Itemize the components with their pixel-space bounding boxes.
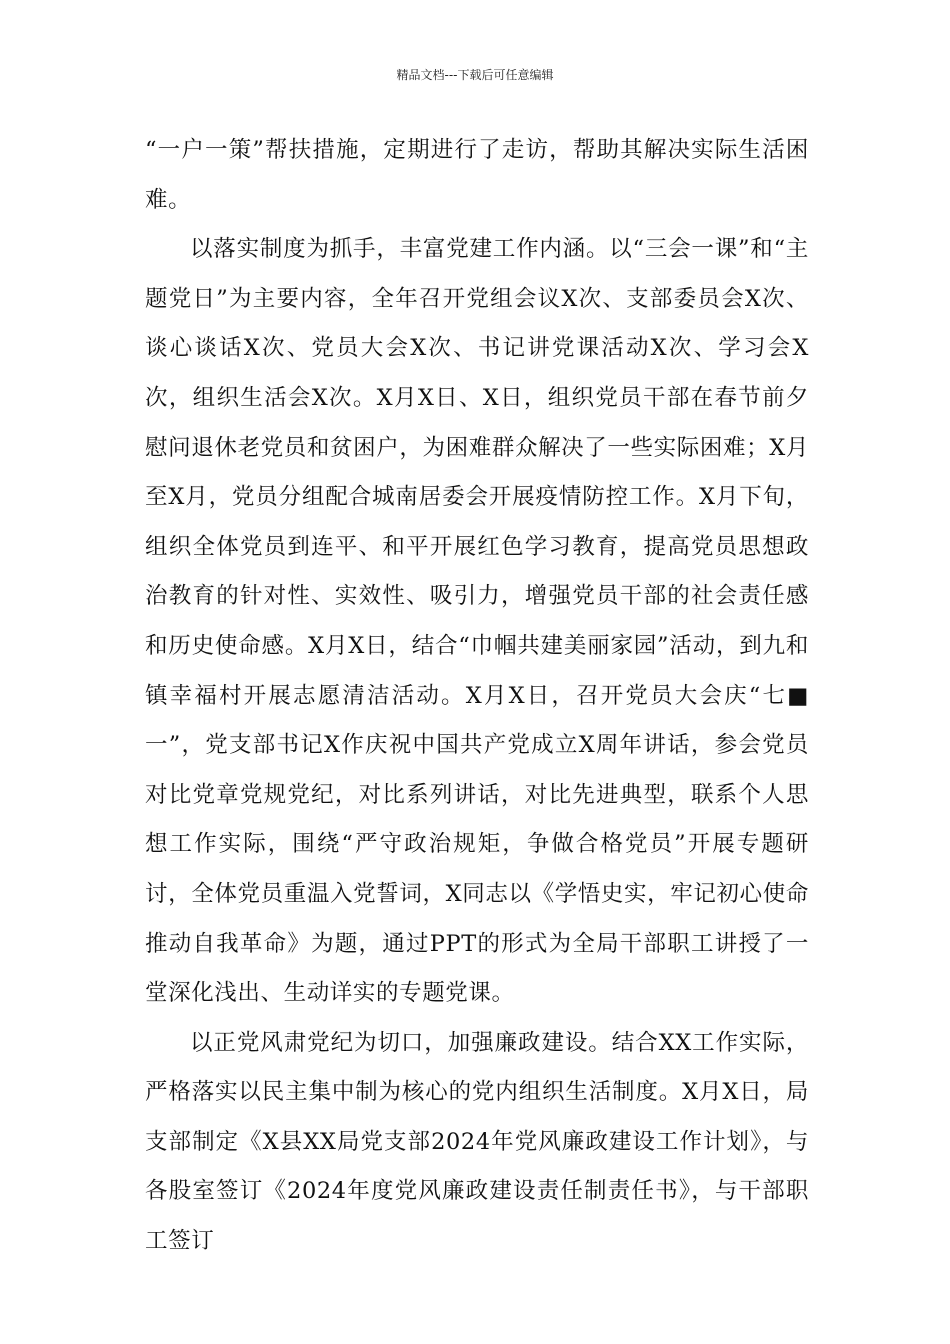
document-body	[145, 126, 809, 1267]
paragraph-3: 以正党风肃党纪为切口，加强廉政建设。结合XX工作实际，严格落实以民主集中制为核心的党内组织生活制度。X月X日，局支部制定《X县XX局党支部2024年党风廉政建设工作计划》，与各股室签订《2024年度党风廉政建设责任制责任书》，与干部职工签订	[145, 1029, 809, 1255]
paragraph-2: 以落实制度为抓手，丰富党建工作内涵。以“三会一课”和“主题党日”为主要内容，全年召开党组会议X次、支部委员会X次、谈心谈话X次、党员大会X次、书记讲党课活动X次、学习会X次，组织生活会X次。X月X日、X日，组织党员干部在春节前夕慰问退休老党员和贫困户，为困难群众解决了一些实际困难；X月至X月，党员分组配合城南居委会开展疫情防控工作。X月下旬，组织全体党员到连平、和平开展红色学习教育，提高党员思想政治教育的针对性、实效性、吸引力，增强党员干部的社会责任感和历史使命感。X月X日，结合“巾帼共建美丽家园”活动，到九和镇幸福村开展志愿清洁活动。X月X日，召开党员大会庆“七■一”，党支部书记X作庆祝中国共产党成立X周年讲话，参会党员对比党章党规党纪，对比系列讲话，对比先进典型，联系个人思想工作实际，围绕“严守政治规矩，争做合格党员”开展专题研讨，全体党员重温入党誓词，X同志以《学悟史实，牢记初心使命 推动自我革命》为题，通过PPT的形式为全局干部职工讲授了一堂深化浅出、生动详实的专题党课。	[145, 236, 809, 1007]
paragraph-1: “一户一策”帮扶措施，定期进行了走访，帮助其解决实际生活困难。	[145, 137, 809, 213]
page-header: 精品文档---下载后可任意编辑	[396, 68, 554, 82]
